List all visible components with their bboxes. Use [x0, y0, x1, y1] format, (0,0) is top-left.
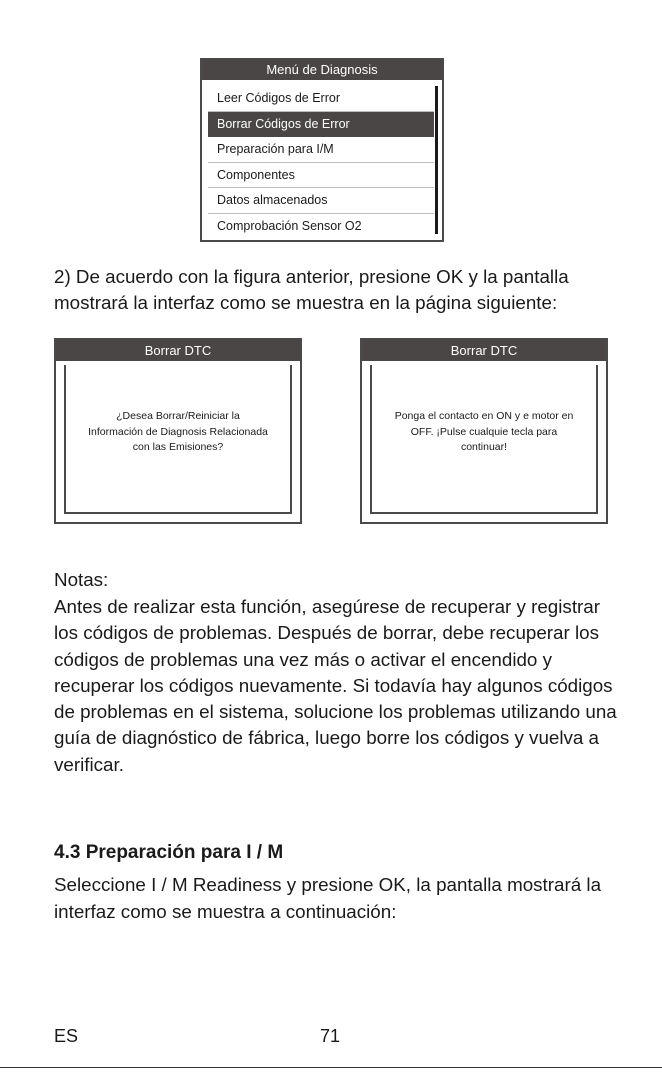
- dialog-right-body: [370, 365, 598, 514]
- section-text: Seleccione I / M Readiness y presione OK, la pantalla mostrará la interfaz como se muestra a continuación:: [54, 874, 602, 922]
- borrar-dtc-instruction-screen: [360, 338, 608, 524]
- notes-text: Antes de realizar esta función, asegúrese de recuperar y registrar los códigos de problemas. Después de borrar, debe recuperar los códigos de problemas una vez más o activar el encendido y recuperar los códigos nuevamente. Si todavía hay algunos códigos de problemas en el sistema, solucione los problemas utilizando una guía de diagnóstico de fábrica, luego borre los códigos y vuelva a verificar.: [54, 596, 617, 775]
- dialog-left-title: Borrar DTC: [56, 340, 300, 361]
- dialog-right-title: Borrar DTC: [362, 340, 606, 361]
- dialog-left-message: ¿Desea Borrar/Reiniciar la Información de Diagnosis Relacionada con las Emisiones?: [88, 410, 268, 454]
- diagnosis-menu-list: [208, 86, 434, 239]
- page-number: 71: [320, 1026, 341, 1046]
- menu-item-borrar-codigos[interactable]: Borrar Códigos de Error: [208, 112, 434, 138]
- bottom-divider: [0, 1067, 662, 1068]
- menu-item-preparacion-im[interactable]: Preparación para I/M: [208, 137, 434, 163]
- dialog-right-message: Ponga el contacto en ON y e motor en OFF. ¡Pulse cualquie tecla para continuar!: [394, 410, 574, 454]
- dialog-left-body: [64, 365, 292, 514]
- menu-item-componentes[interactable]: Componentes: [208, 163, 434, 189]
- menu-item-leer-codigos[interactable]: Leer Códigos de Error: [208, 86, 434, 112]
- menu-scrollbar[interactable]: [435, 86, 438, 234]
- menu-item-datos-almacenados[interactable]: Datos almacenados: [208, 188, 434, 214]
- notes-heading: Notas:: [54, 569, 109, 590]
- diagnosis-menu-screen: [200, 58, 444, 242]
- menu-item-sensor-o2[interactable]: Comprobación Sensor O2: [217, 218, 362, 233]
- paragraph-after-menu: 2) De acuerdo con la figura anterior, presione OK y la pantalla mostrará la interfaz como se muestra en la página siguiente:: [54, 266, 569, 313]
- section-heading: 4.3 Preparación para I / M: [54, 842, 284, 863]
- footer-language: ES: [54, 1026, 79, 1046]
- borrar-dtc-confirm-screen: [54, 338, 302, 524]
- diagnosis-menu-title: Menú de Diagnosis: [202, 60, 442, 80]
